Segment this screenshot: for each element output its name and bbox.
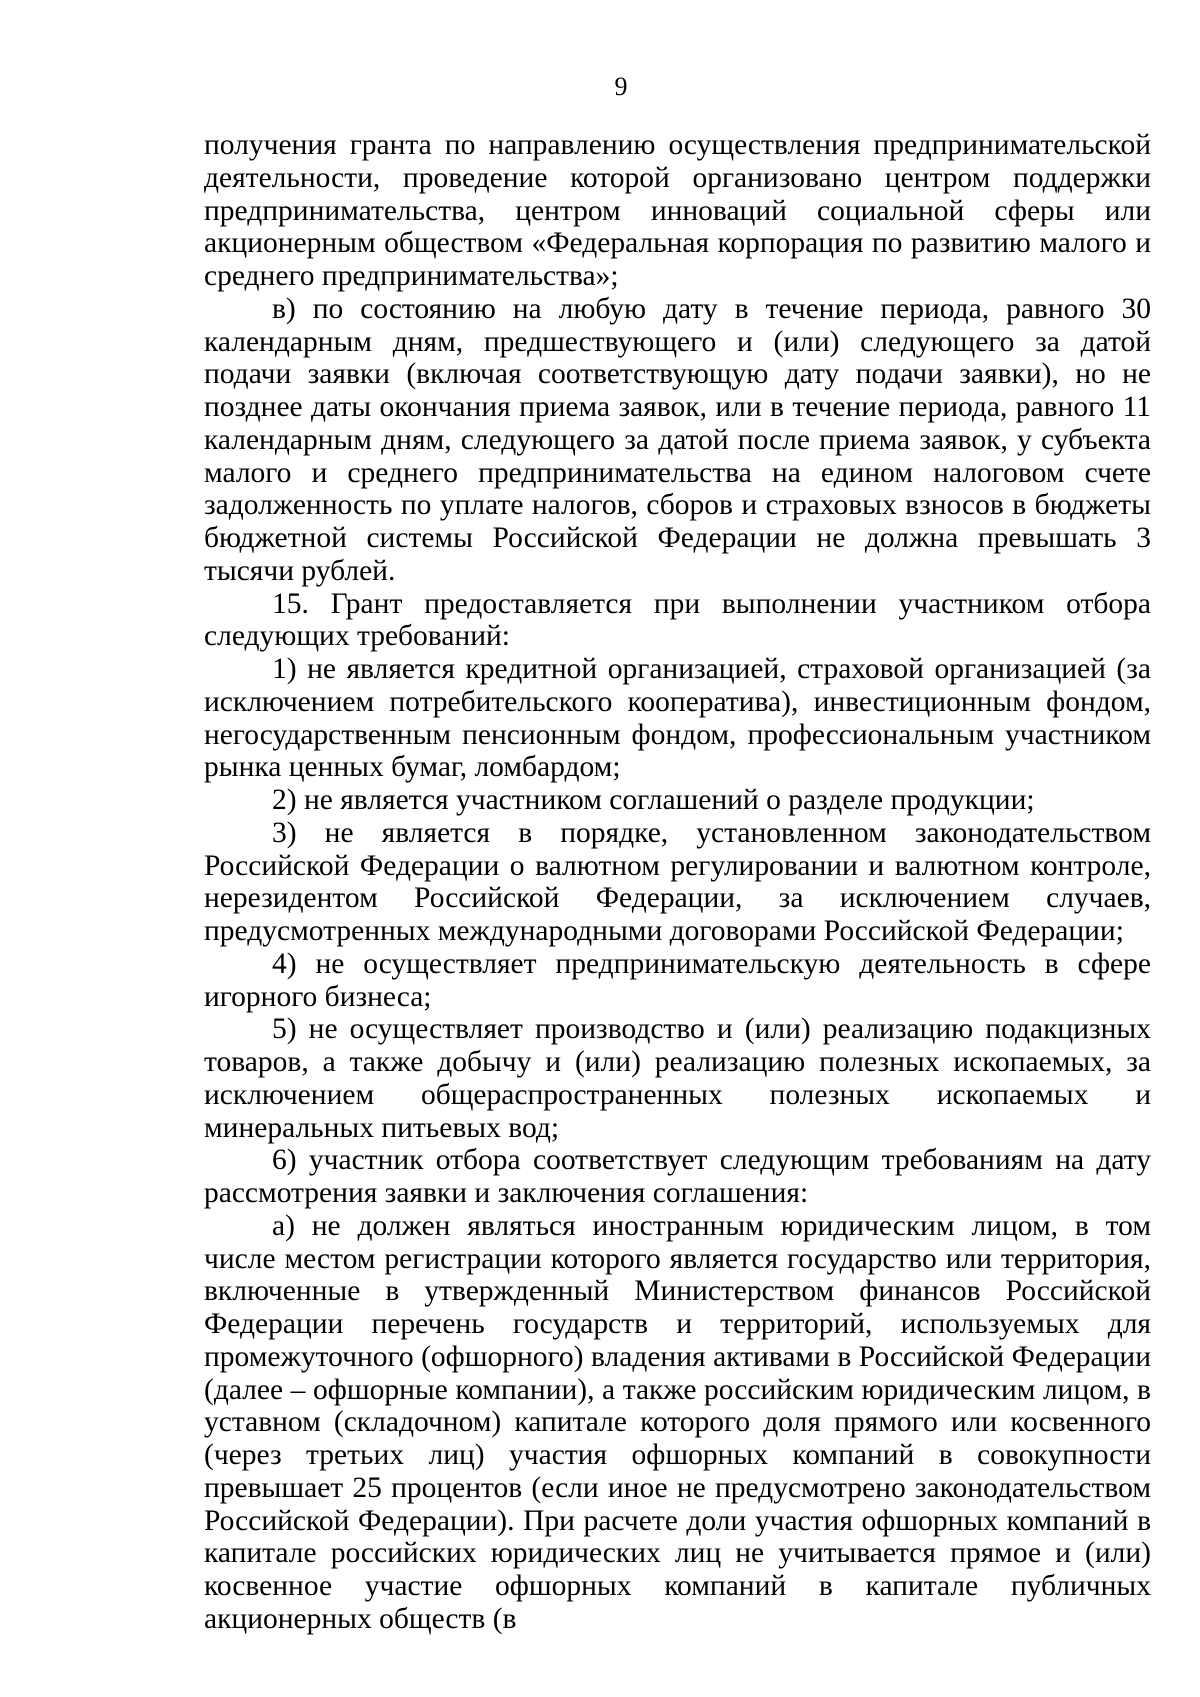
paragraph: 2) не является участником соглашений о разделе продукции; — [272, 784, 1035, 816]
paragraph: 6) участник отбора соответствует следующим требованиям на дату рассмотрения заявки и заключения соглашения: — [204, 1144, 1151, 1209]
paragraph: получения гранта по направлению осуществления предпринимательской деятельности, проведение которой организовано центром поддержки предпринимательства, центром инноваций социальной сферы или акционерным обществом «Федеральная корпорация по развитию малого и среднего предпринимательства»; — [204, 129, 1151, 292]
paragraph: 1) не является кредитной организацией, страховой организацией (за исключением потребительского кооператива), инвестиционным фондом, негосударственным пенсионным фондом, профессиональным участником рынка ценных бумаг, ломбардом; — [204, 653, 1151, 784]
paragraph: 5) не осуществляет производство и (или) реализацию подакцизных товаров, а также добычу и (или) реализацию полезных ископаемых, за исключением общераспространенных полезных ископаемых и минеральных питьевых вод; — [204, 1013, 1151, 1144]
document-body — [204, 129, 1151, 1636]
paragraph: а) не должен являться иностранным юридическим лицом, в том числе местом регистрации которого является государство или территория, включенные в утвержденный Министерством финансов Российской Федерации перечень государств и территорий, используемых для промежуточного (офшорного) владения активами в Российской Федерации (далее – офшорные компании), а также российским юридическим лицом, в уставном (складочном) капитале которого доля прямого или косвенного (через третьих лиц) участия офшорных компаний в совокупности превышает 25 процентов (если иное не предусмотрено законодательством Российской Федерации). При расчете доли участия офшорных компаний в капитале российских юридических лиц не учитывается прямое и (или) косвенное участие офшорных компаний в капитале публичных акционерных обществ (в — [204, 1209, 1151, 1635]
paragraph: 15. Грант предоставляется при выполнении участником отбора следующих требований: — [204, 587, 1151, 653]
page-number: 9 — [614, 72, 628, 101]
paragraph: 3) не является в порядке, установленном законодательством Российской Федерации о валютном регулировании и валютном контроле, нерезидентом Российской Федерации, за исключением случаев, предусмотренных международными договорами Российской Федерации; — [204, 816, 1151, 947]
paragraph: в) по состоянию на любую дату в течение периода, равного 30 календарным дням, предшествующего и (или) следующего за датой подачи заявки (включая соответствующую дату подачи заявки), но не позднее даты окончания приема заявок, или в течение периода, равного 11 календарным дням, следующего за датой после приема заявок, у субъекта малого и среднего предпринимательства на едином налоговом счете задолженность по уплате налогов, сборов и страховых взносов в бюджеты бюджетной системы Российской Федерации не должна превышать 3 тысячи рублей. — [204, 292, 1151, 587]
paragraph: 4) не осуществляет предпринимательскую деятельность в сфере игорного бизнеса; — [204, 947, 1151, 1013]
